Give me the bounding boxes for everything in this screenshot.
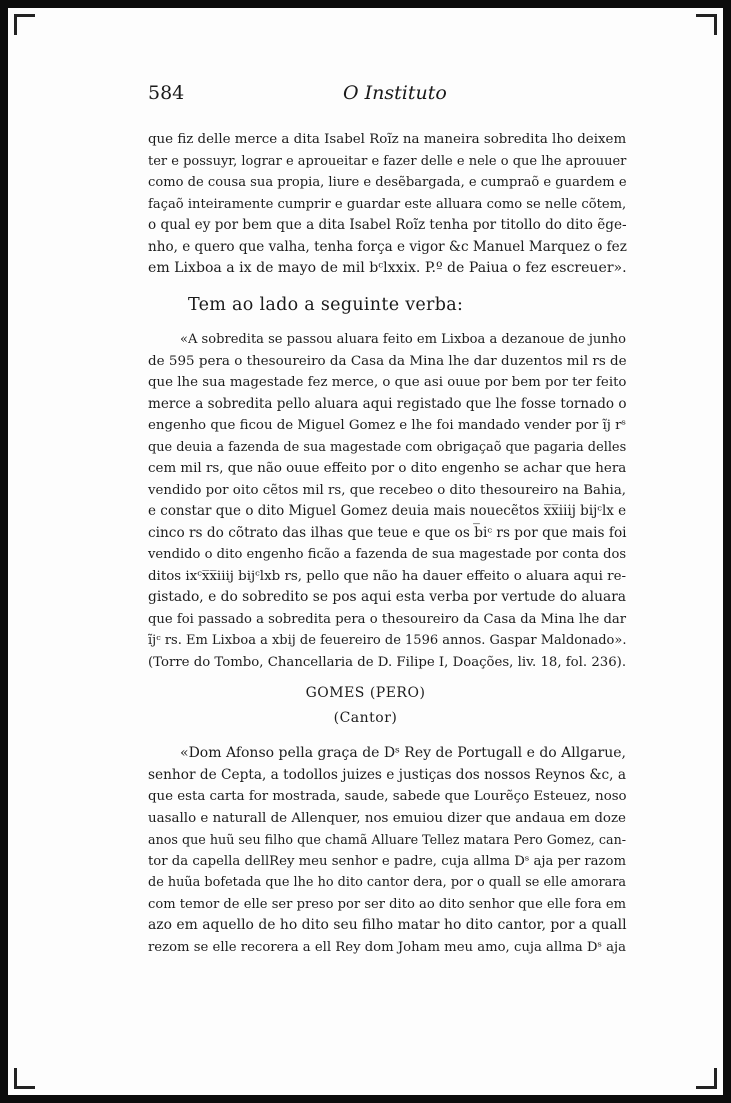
- text-line: com temor de elle ser preso por ser dito ao dito senhor que elle fora em: [148, 896, 627, 912]
- citation-line: (Torre do Tombo, Chancellaria de D. Filipe I, Doações, liv. 18, fol. 236).: [148, 654, 627, 670]
- text-line: ĩjᶜ rs. Em Lixboa a xbij de feuereiro de 1596 annos. Gaspar Maldonado».: [148, 633, 627, 648]
- text-line: que foi passado a sobredita pera o thesoureiro da Casa da Mina lhe dar: [148, 611, 626, 627]
- text-line: que lhe sua magestade fez merce, o que asi ouue por bem por ter feito: [148, 375, 627, 390]
- text-line: «Dom Afonso pella graça de Dˢ Rey de Portugall e do Allgarue,: [180, 745, 626, 761]
- text-line: de 595 pera o thesoureiro da Casa da Mina lhe dar duzentos mil rs de: [148, 352, 627, 369]
- page-header: [148, 82, 628, 112]
- text-line: senhor de Cepta, a todollos juizes e justiças dos nossos Reynos &c, a: [148, 766, 626, 783]
- carta-paragraph: [148, 743, 626, 958]
- text-line: cinco rs do cõtrato das ilhas que teue e que os b̅iᶜ rs por que mais foi: [148, 524, 627, 541]
- verba-paragraph: [148, 329, 626, 673]
- text-line: em Lixboa a ix de mayo de mil bᶜlxxix. P.º de Paiua o fez escreuer».: [148, 260, 627, 276]
- text-line: vendido o dito engenho ficão a fazenda de sua magestade por conta dos: [148, 547, 627, 562]
- crop-mark-top-left: [14, 14, 35, 35]
- text-line: que fiz delle merce a dita Isabel Roĩz na maneira sobredita lho deixem: [148, 132, 627, 147]
- text-line: engenho que ficou de Miguel Gomez e lhe foi mandado vender por ĩj rˢ: [148, 418, 626, 433]
- entry-name: GOMES (PERO): [305, 685, 426, 701]
- crop-mark-bottom-right: [696, 1068, 717, 1089]
- section-heading: Tem ao lado a seguinte verba:: [188, 295, 464, 315]
- text-line: rezom se elle recorera a ell Rey dom Joham meu amo, cuja allma Dˢ aja: [148, 939, 626, 955]
- text-line: que esta carta for mostrada, saude, sabede que Lourẽço Esteuez, noso: [148, 789, 627, 804]
- running-title: O Instituto: [343, 82, 447, 104]
- text-line: anos que huũ seu filho que chamã Alluare Tellez matara Pero Gomez, can-: [148, 832, 627, 847]
- document-page: [8, 8, 723, 1095]
- text-line: gistado, e do sobredito se pos aqui esta verba por vertude do aluara: [148, 589, 627, 605]
- text-line: vendido por oito cẽtos mil rs, que recebeo o dito thesoureiro na Bahia,: [148, 482, 626, 498]
- crop-mark-top-right: [696, 14, 717, 35]
- text-line: cem mil rs, que não ouue effeito por o dito engenho se achar que hera: [148, 461, 627, 476]
- page-number: 584: [148, 82, 185, 104]
- text-line: façaõ inteiramente cumprir e guardar este alluara como se nelle cõtem,: [148, 196, 627, 212]
- text-line: ter e possuyr, lograr e aproueitar e fazer delle e nele o que lhe aprouuer: [148, 153, 627, 169]
- text-line: que deuia a fazenda de sua magestade com obrigaçaõ que pagaria delles: [148, 439, 627, 455]
- text-line: ditos ixᶜx̅x̅iiij bijᶜlxb rs, pello que não ha dauer effeito o aluara aqui re-: [148, 568, 626, 584]
- text-line: de huũa bofetada que lhe ho dito cantor dera, por o quall se elle amorara: [148, 875, 627, 890]
- text-line: nho, e quero que valha, tenha força e vigor &c Manuel Marquez o fez: [148, 238, 627, 255]
- text-line: tor da capella dellRey meu senhor e padre, cuja allma Dˢ aja per razom: [148, 853, 627, 869]
- crop-mark-bottom-left: [14, 1068, 35, 1089]
- text-line: «A sobredita se passou aluara feito em Lixboa a dezanoue de junho: [180, 332, 626, 347]
- text-line: merce a sobredita pello aluara aqui registado que lhe fosse tornado o: [148, 395, 627, 412]
- text-line: e constar que o dito Miguel Gomez deuia mais nouecẽtos x̅x̅iiij bijᶜlx e: [148, 503, 627, 519]
- text-line: uasallo e naturall de Allenquer, nos emuiou dizer que andaua em doze: [148, 810, 626, 826]
- text-line: azo em aquello de ho dito seu filho matar ho dito cantor, por a quall: [148, 917, 627, 933]
- entry-role: (Cantor): [333, 710, 398, 726]
- paragraph-continuation: [148, 129, 626, 280]
- text-line: o qual ey por bem que a dita Isabel Roĩz tenha por titollo do dito ẽge-: [148, 217, 627, 233]
- text-line: como de cousa sua propia, liure e desẽbargada, e cumpraõ e guardem e: [148, 175, 627, 190]
